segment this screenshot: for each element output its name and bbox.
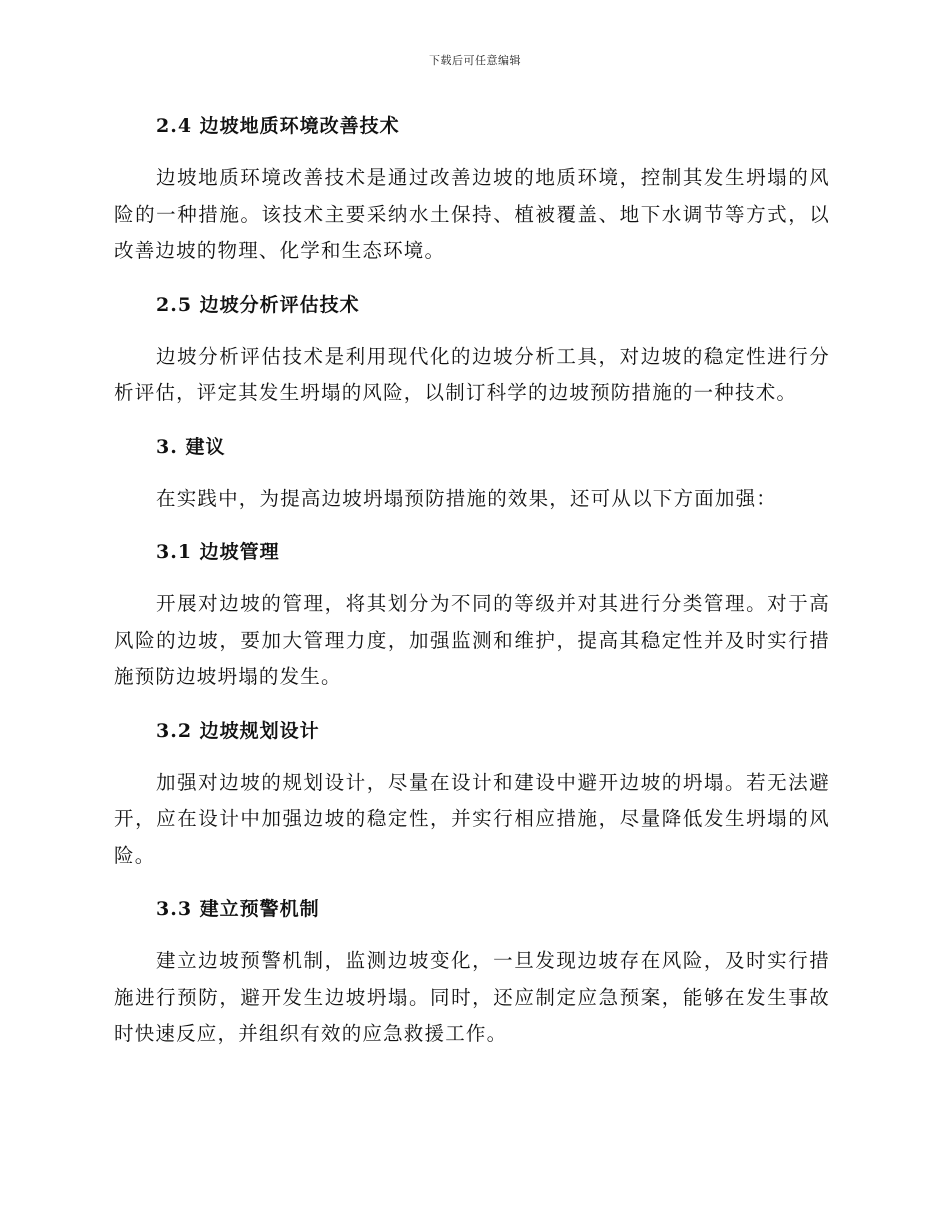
page-header: 下载后可任意编辑 [429, 54, 521, 67]
paragraph-2-5: 边坡分析评估技术是利用现代化的边坡分析工具，对边坡的稳定性进行分析评估，评定其发生坍塌的风险，以制订科学的边坡预防措施的一种技术。 [114, 344, 830, 404]
section-heading-3-3: 3.3 建立预警机制 [156, 898, 320, 920]
section-heading-3-2: 3.2 边坡规划设计 [156, 719, 320, 742]
document-body [114, 108, 830, 1070]
paragraph-3-2: 加强对边坡的规划设计，尽量在设计和建设中避开边坡的坍塌。若无法避开，应在设计中加强边坡的稳定性，并实行相应措施，尽量降低发生坍塌的风险。 [114, 770, 830, 867]
section-heading-3: 3. 建议 [156, 435, 226, 458]
section-heading-2-4: 2.4 边坡地质环境改善技术 [156, 115, 400, 137]
paragraph-2-4: 边坡地质环境改善技术是通过改善边坡的地质环境，控制其发生坍塌的风险的一种措施。该技术主要采纳水土保持、植被覆盖、地下水调节等方式，以改善边坡的物理、化学和生态环境。 [114, 166, 830, 262]
paragraph-3-1: 开展对边坡的管理，将其划分为不同的等级并对其进行分类管理。对于高风险的边坡，要加大管理力度，加强监测和维护，提高其稳定性并及时实行措施预防边坡坍塌的发生。 [114, 592, 830, 688]
section-heading-3-1: 3.1 边坡管理 [156, 541, 280, 563]
paragraph-3: 在实践中，为提高边坡坍塌预防措施的效果，还可从以下方面加强： [156, 486, 778, 510]
paragraph-3-3: 建立边坡预警机制，监测边坡变化，一旦发现边坡存在风险，及时实行措施进行预防，避开发生边坡坍塌。同时，还应制定应急预案，能够在发生事故时快速反应，并组织有效的应急救援工作。 [114, 949, 830, 1045]
section-heading-2-5: 2.5 边坡分析评估技术 [156, 293, 360, 316]
